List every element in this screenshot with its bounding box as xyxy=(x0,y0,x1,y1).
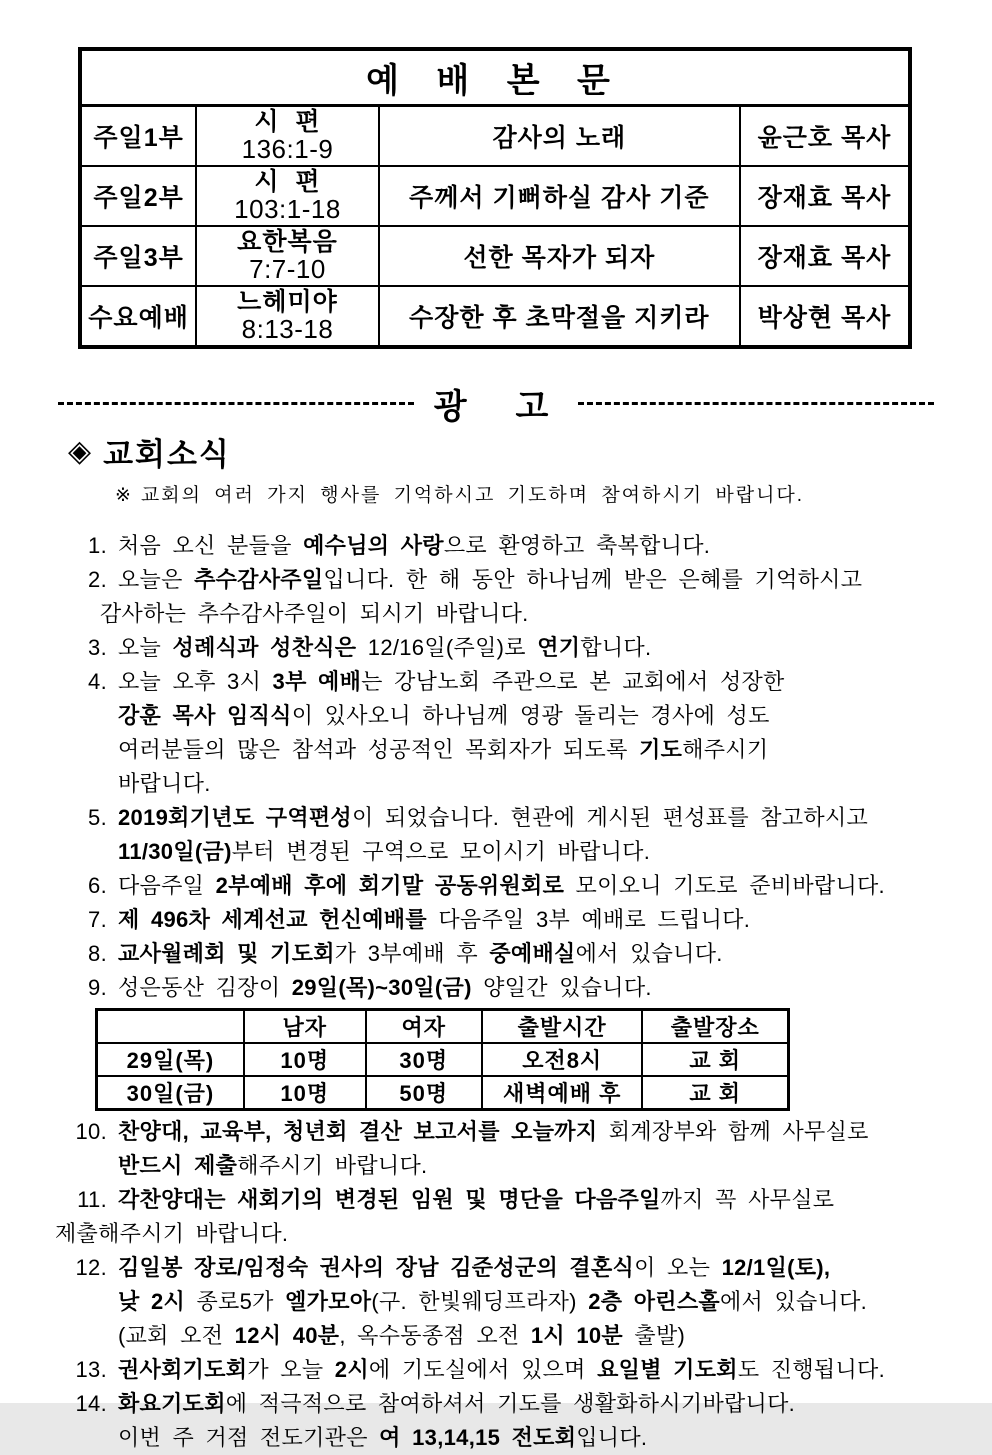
worship-scripture-cell xyxy=(196,286,379,347)
worship-row xyxy=(80,226,910,286)
announcements-divider-label: 광 고 xyxy=(433,387,559,426)
trip-cell: 10명 xyxy=(244,1076,366,1110)
diamond-icon: ◈ xyxy=(68,435,94,468)
worship-service-cell: 주일1부 xyxy=(80,106,196,167)
announcement-line xyxy=(55,903,956,937)
announcement-text: (구. 한빛웨딩프라자) xyxy=(371,1289,589,1314)
worship-preacher-cell: 박상현 목사 xyxy=(740,286,910,347)
worship-scripture-cell xyxy=(196,226,379,286)
announcement-text-bold: 29일(목)~30일(금) xyxy=(291,975,472,1000)
worship-section xyxy=(0,0,992,349)
trip-header-cell xyxy=(97,1010,244,1044)
announcement-line xyxy=(55,1149,956,1183)
announcement-text: 12/16일(주일)로 xyxy=(356,635,538,660)
trip-cell: 30일(금) xyxy=(97,1076,244,1110)
announcement-text-bold: 각찬양대는 새회기의 변경된 임원 및 명단을 다음주일 xyxy=(118,1187,661,1212)
worship-sermon-cell: 선한 목자가 되자 xyxy=(379,226,740,286)
announcement-text: 감사하는 추수감사주일이 되시기 바랍니다. xyxy=(100,601,529,626)
announcement-line xyxy=(55,971,956,1005)
announcement-text: 양일간 있습니다. xyxy=(471,975,652,1000)
announcement-text-bold: 2부예배 후에 회기말 공동위원회로 xyxy=(215,873,565,898)
announcement-line xyxy=(55,665,956,699)
trip-cell: 새벽예배 후 xyxy=(482,1076,643,1110)
announcement-line xyxy=(55,1285,956,1319)
announcement-text: 오늘 xyxy=(118,635,173,660)
worship-table xyxy=(78,47,912,349)
worship-preacher-cell: 장재효 목사 xyxy=(740,166,910,226)
announcement-text: 합니다. xyxy=(580,635,652,660)
trip-header-cell: 여자 xyxy=(366,1010,482,1044)
worship-sermon-cell: 감사의 노래 xyxy=(379,106,740,167)
worship-row xyxy=(80,286,910,347)
announcement-text-bold: 11/30일(금) xyxy=(118,839,232,864)
announcement-text: 이 있사오니 하나님께 영광 돌리는 경사에 성도 xyxy=(291,703,770,728)
trip-cell: 오전8시 xyxy=(482,1043,643,1076)
trip-cell: 10명 xyxy=(244,1043,366,1076)
worship-service-cell: 주일3부 xyxy=(80,226,196,286)
announcement-text: 입니다. 한 해 동안 하나님께 받은 은혜를 기억하시고 xyxy=(323,567,863,592)
announcement-text-bold: 2019회기년도 구역편성 xyxy=(118,805,352,830)
divider-dash-left xyxy=(58,402,414,405)
announcements-list xyxy=(0,529,992,1455)
announcement-line xyxy=(55,563,956,597)
announcement-line xyxy=(55,1217,956,1251)
trip-header-cell: 출발시간 xyxy=(482,1010,643,1044)
item-number: 9. xyxy=(88,975,107,1000)
announcement-text-bold: 찬양대, 교육부, 청년회 결산 보고서를 오늘까지 xyxy=(118,1119,598,1144)
announcement-line xyxy=(55,937,956,971)
trip-row xyxy=(97,1043,789,1076)
worship-service-cell: 주일2부 xyxy=(80,166,196,226)
announcement-line xyxy=(55,597,956,631)
announcement-text-bold: 요일별 기도회 xyxy=(597,1357,738,1382)
announcement-text-bold: 2시 xyxy=(334,1357,369,1382)
announcement-line xyxy=(55,1319,956,1353)
reference-mark-icon: ※ xyxy=(115,485,133,506)
trip-cell: 30명 xyxy=(366,1043,482,1076)
scripture-verse: 7:7-10 xyxy=(249,254,326,284)
announcement-text: 가 3부예배 후 xyxy=(334,941,490,966)
announcement-line xyxy=(55,733,956,767)
announcements-divider xyxy=(58,381,934,425)
announcement-text: 오늘은 xyxy=(118,567,195,592)
announcement-text: 종로5가 xyxy=(185,1289,286,1314)
item-number: 7. xyxy=(88,907,107,932)
announcement-line xyxy=(55,1251,956,1285)
worship-sermon-cell: 주께서 기뻐하실 감사 기준 xyxy=(379,166,740,226)
announcement-text: 이 오는 xyxy=(634,1255,722,1280)
announcement-text: 에서 있습니다. xyxy=(575,941,723,966)
church-news-note-text: 교회의 여러 가지 행사를 기억하시고 기도하며 참여하시기 바랍니다. xyxy=(140,485,805,506)
announcement-text: 다음주일 3부 예배로 드립니다. xyxy=(426,907,751,932)
church-news-title: 교회소식 xyxy=(103,437,231,472)
worship-row xyxy=(80,106,910,167)
worship-preacher-cell: 윤근호 목사 xyxy=(740,106,910,167)
item-number: 6. xyxy=(88,873,107,898)
announcement-text-bold: 연기 xyxy=(537,635,581,660)
announcement-text-bold: 여 13,14,15 전도회 xyxy=(379,1425,577,1450)
announcement-text: 제출해주시기 바랍니다. xyxy=(55,1221,289,1246)
announcement-text-bold: 3부 예배 xyxy=(272,669,362,694)
announcement-text: 다음주일 xyxy=(118,873,216,898)
item-number: 2. xyxy=(88,567,107,592)
item-number: 8. xyxy=(88,941,107,966)
announcement-text: 바랍니다. xyxy=(118,771,211,796)
announcement-text: 는 강남노회 주관으로 본 교회에서 성장한 xyxy=(361,669,785,694)
announcement-line xyxy=(55,699,956,733)
church-news-heading xyxy=(68,429,992,474)
trip-row xyxy=(97,1076,789,1110)
announcement-text-bold: 제 496차 세계선교 헌신예배를 xyxy=(118,907,427,932)
announcement-line xyxy=(55,869,956,903)
announcement-line xyxy=(55,1421,956,1455)
item-number: 13. xyxy=(75,1357,107,1382)
trip-cell: 교 회 xyxy=(642,1076,788,1110)
announcement-line xyxy=(55,835,956,869)
announcement-text: 이 되었습니다. 현관에 게시된 편성표를 참고하시고 xyxy=(351,805,869,830)
announcement-text-bold: 권사회기도회 xyxy=(118,1357,248,1382)
announcement-text-bold: 추수감사주일 xyxy=(194,567,324,592)
announcement-text: , 옥수동종점 오전 xyxy=(339,1323,531,1348)
announcement-text: 입니다. xyxy=(576,1425,648,1450)
announcement-line xyxy=(55,1387,956,1421)
announcement-text: 여러분들의 많은 참석과 성공적인 목회자가 되도록 xyxy=(118,737,640,762)
item-number: 10. xyxy=(75,1119,107,1144)
announcement-text: 에 기도실에서 있으며 xyxy=(368,1357,598,1382)
announcement-text-bold: 12시 40분 xyxy=(234,1323,340,1348)
trip-table xyxy=(95,1008,790,1111)
announcement-text: 까지 꼭 사무실로 xyxy=(660,1187,835,1212)
announcement-text-bold: 12/1일(토), xyxy=(721,1255,831,1280)
announcement-text: 출발) xyxy=(622,1323,686,1348)
announcement-text: 으로 환영하고 축복합니다. xyxy=(443,533,711,558)
announcement-text: 회계장부와 함께 사무실로 xyxy=(597,1119,869,1144)
announcement-text-bold: 김일봉 장로/임정숙 권사의 장남 김준성군의 결혼식 xyxy=(118,1255,635,1280)
announcement-text-bold: 강훈 목사 임직식 xyxy=(118,703,292,728)
scripture-book: 시 편 xyxy=(254,168,321,196)
announcement-line xyxy=(55,801,956,835)
announcement-line xyxy=(55,1353,956,1387)
announcement-line xyxy=(55,767,956,801)
announcement-text: 가 오늘 xyxy=(247,1357,335,1382)
announcement-text-bold: 2층 아린스홀 xyxy=(588,1289,720,1314)
announcement-text-bold: 예수님의 사랑 xyxy=(303,533,444,558)
announcement-text: 도 진행됩니다. xyxy=(737,1357,885,1382)
announcement-text-bold: 반드시 제출 xyxy=(118,1153,238,1178)
trip-cell: 29일(목) xyxy=(97,1043,244,1076)
scripture-verse: 136:1-9 xyxy=(241,134,334,164)
announcement-line xyxy=(55,1115,956,1149)
announcement-text-bold: 1시 10분 xyxy=(530,1323,623,1348)
item-number: 3. xyxy=(88,635,107,660)
announcement-text: 해주시기 xyxy=(682,737,769,762)
announcement-text: 성은동산 김장이 xyxy=(118,975,292,1000)
announcement-text: 오늘 오후 3시 xyxy=(118,669,273,694)
worship-row xyxy=(80,166,910,226)
scripture-book: 시 편 xyxy=(254,108,321,136)
item-number: 12. xyxy=(75,1255,107,1280)
announcement-text: 해주시기 바랍니다. xyxy=(237,1153,428,1178)
announcement-line xyxy=(55,631,956,665)
item-number: 11. xyxy=(77,1187,107,1212)
announcement-text: 에서 있습니다. xyxy=(719,1289,868,1314)
announcement-text-bold: 화요기도회 xyxy=(118,1391,226,1416)
announcement-text: 이번 주 거점 전도기관은 xyxy=(118,1425,380,1450)
scripture-book: 느헤미야 xyxy=(237,288,338,316)
worship-scripture-cell xyxy=(196,166,379,226)
announcement-text: (교회 오전 xyxy=(118,1323,235,1348)
trip-header-row xyxy=(97,1010,789,1044)
trip-cell: 교 회 xyxy=(642,1043,788,1076)
announcement-text: 에 적극적으로 참여하셔서 기도를 생활화하시기바랍니다. xyxy=(225,1391,796,1416)
announcement-line xyxy=(55,529,956,563)
announcement-line xyxy=(55,1183,956,1217)
trip-header-cell: 남자 xyxy=(244,1010,366,1044)
scripture-verse: 103:1-18 xyxy=(234,194,341,224)
item-number: 1. xyxy=(88,533,107,558)
worship-table-title: 예 배 본 문 xyxy=(80,49,910,106)
worship-sermon-cell: 수장한 후 초막절을 지키라 xyxy=(379,286,740,347)
worship-title-row xyxy=(80,49,910,106)
item-number: 5. xyxy=(88,805,107,830)
worship-table-body xyxy=(80,49,910,347)
announcement-text-bold: 교사월례회 및 기도회 xyxy=(118,941,335,966)
divider-dash-right xyxy=(578,402,934,405)
item-number: 4. xyxy=(88,669,107,694)
announcement-text-bold: 엘가모아 xyxy=(285,1289,372,1314)
announcement-text: 모이오니 기도로 준비바랍니다. xyxy=(564,873,885,898)
announcement-text: 부터 변경된 구역으로 모이시기 바랍니다. xyxy=(231,839,651,864)
announcement-text-bold: 기도 xyxy=(639,737,683,762)
announcement-text-bold: 성례식과 성찬식은 xyxy=(172,635,357,660)
worship-service-cell: 수요예배 xyxy=(80,286,196,347)
worship-preacher-cell: 장재효 목사 xyxy=(740,226,910,286)
worship-scripture-cell xyxy=(196,106,379,167)
church-news-note xyxy=(115,480,992,507)
trip-header-cell: 출발장소 xyxy=(642,1010,788,1044)
scripture-verse: 8:13-18 xyxy=(241,314,334,344)
announcement-text: 처음 오신 분들을 xyxy=(118,533,304,558)
scripture-book: 요한복음 xyxy=(237,228,338,256)
trip-cell: 50명 xyxy=(366,1076,482,1110)
announcement-text-bold: 중예배실 xyxy=(489,941,576,966)
item-number: 14. xyxy=(75,1391,107,1416)
announcement-text-bold: 낮 2시 xyxy=(118,1289,186,1314)
